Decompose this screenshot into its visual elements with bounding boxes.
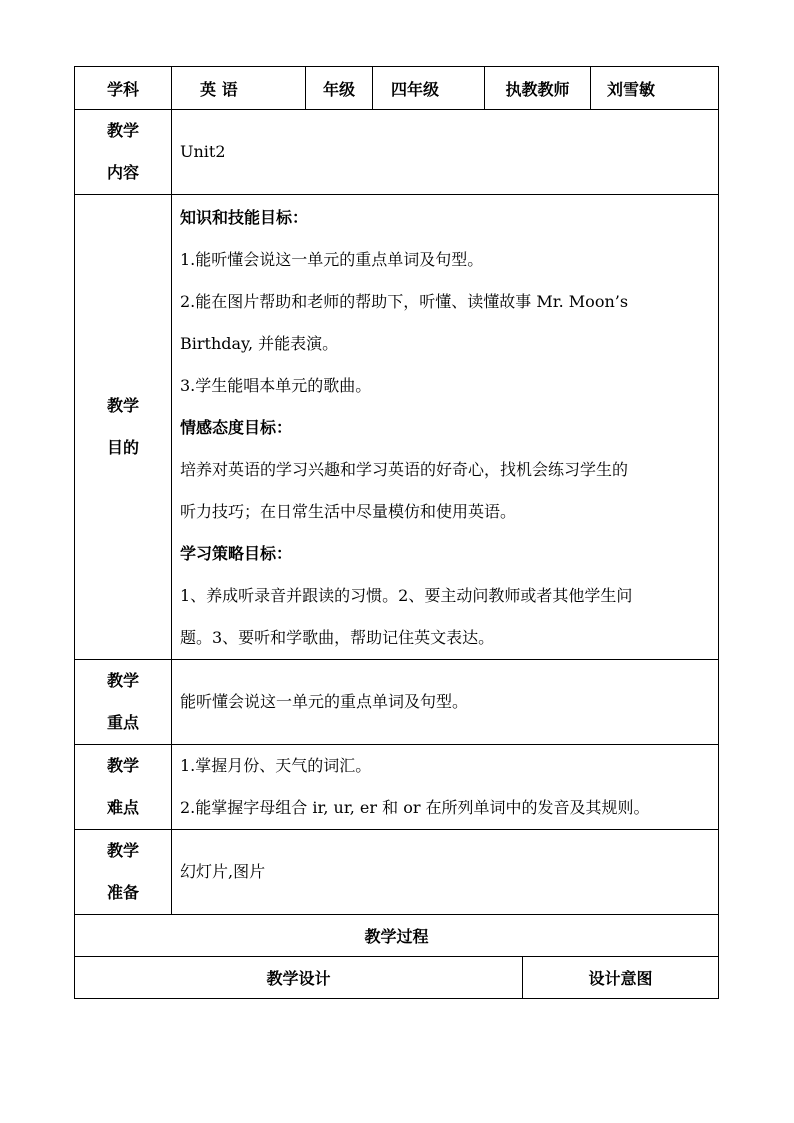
- keypoints-value: 能听懂会说这一单元的重点单词及句型。: [172, 660, 719, 745]
- objectives-row: [75, 195, 719, 660]
- preparation-value: 幻灯片,图片: [172, 830, 719, 915]
- difficulties-label: [75, 745, 172, 830]
- difficulties-row: [75, 745, 719, 830]
- preparation-label: [75, 830, 172, 915]
- content-label-line2: 内容: [106, 163, 139, 182]
- grade-label: 年级: [306, 67, 373, 110]
- objectives-label: [75, 195, 172, 660]
- emotion-line-b: 听力技巧；在日常生活中尽量模仿和使用英语。: [180, 502, 517, 521]
- knowledge-title: 知识和技能目标：: [180, 208, 309, 227]
- objectives-label-line2: 目的: [106, 438, 139, 457]
- difficulties-label-line1: 教学: [106, 756, 139, 775]
- objectives-content: [172, 195, 719, 660]
- emotion-title: 情感态度目标：: [180, 418, 293, 437]
- difficulties-content: [172, 745, 719, 830]
- knowledge-item-1: 1.能听懂会说这一单元的重点单词及句型。: [180, 250, 484, 269]
- lesson-plan-sheet: [74, 66, 718, 999]
- knowledge-item-2a: 2.能在图片帮助和老师的帮助下，听懂、读懂故事 Mr. Moon’s: [180, 292, 629, 311]
- design-label: 教学设计: [75, 957, 523, 999]
- strategy-title: 学习策略目标：: [180, 544, 293, 563]
- objectives-label-line1: 教学: [106, 396, 139, 415]
- difficulties-label-line2: 难点: [106, 798, 139, 817]
- subject-label: 学科: [75, 67, 172, 110]
- lesson-plan-table: [74, 66, 719, 999]
- teacher-value: 刘雪敏: [591, 67, 719, 110]
- process-title: 教学过程: [75, 915, 719, 957]
- preparation-label-line1: 教学: [106, 841, 139, 860]
- keypoints-label: [75, 660, 172, 745]
- knowledge-item-3: 3.学生能唱本单元的歌曲。: [180, 376, 372, 395]
- header-row: [75, 67, 719, 110]
- difficulty-item-1: 1.掌握月份、天气的词汇。: [180, 756, 372, 775]
- process-header-row: [75, 957, 719, 999]
- teacher-label: 执教教师: [485, 67, 591, 110]
- preparation-row: [75, 830, 719, 915]
- knowledge-item-2b: Birthday, 并能表演。: [180, 334, 339, 353]
- content-label: [75, 110, 172, 195]
- content-value: Unit2: [172, 110, 719, 195]
- difficulty-item-2: 2.能掌握字母组合 ir, ur, er 和 or 在所列单词中的发音及其规则。: [180, 798, 650, 817]
- process-title-row: [75, 915, 719, 957]
- content-label-line1: 教学: [106, 121, 139, 140]
- content-row: [75, 110, 719, 195]
- grade-value: 四年级: [373, 67, 485, 110]
- keypoints-label-line1: 教学: [106, 671, 139, 690]
- preparation-label-line2: 准备: [106, 883, 139, 902]
- emotion-line-a: 培养对英语的学习兴趣和学习英语的好奇心，找机会练习学生的: [180, 460, 629, 479]
- intent-label: 设计意图: [523, 957, 719, 999]
- keypoints-row: [75, 660, 719, 745]
- strategy-line-a: 1、养成听录音并跟读的习惯。2、要主动问教师或者其他学生问: [180, 586, 633, 605]
- strategy-line-b: 题。3、要听和学歌曲，帮助记住英文表达。: [180, 628, 495, 647]
- keypoints-label-line2: 重点: [106, 713, 139, 732]
- subject-value: 英 语: [172, 67, 306, 110]
